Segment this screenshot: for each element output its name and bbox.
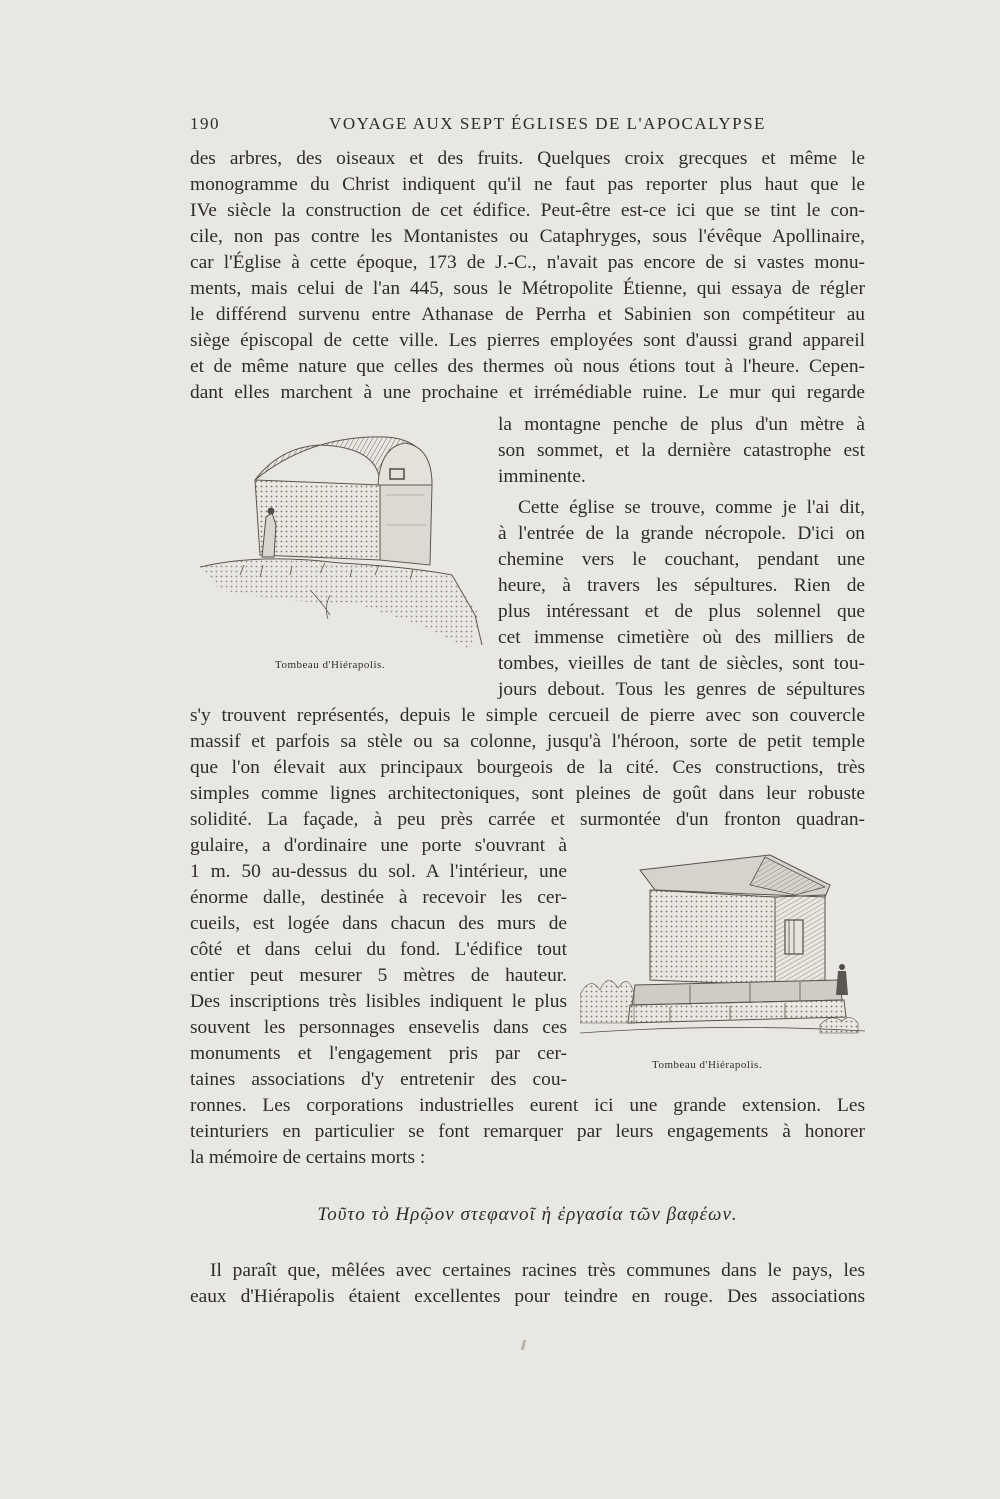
text-line: cueils, est logée dans chacun des murs de [190, 913, 567, 934]
text-line: dant elles marchent à une prochaine et irrémédiable ruine. Le mur qui regarde [190, 382, 865, 403]
figure-caption-1: Tombeau d'Hiérapolis. [275, 659, 386, 671]
text-line: souvent les personnages ensevelis dans ces [190, 1017, 567, 1038]
text-line: la montagne penche de plus d'un mètre à [498, 414, 865, 435]
text-line: s'y trouvent représentés, depuis le simple cercueil de pierre avec son couvercle [190, 705, 865, 726]
text-line: le différend survenu entre Athanase de Perrha et Sabinien son compétiteur au [190, 304, 865, 325]
text-line: 1 m. 50 au-dessus du sol. A l'intérieur, une [190, 861, 567, 882]
text-line: Il paraît que, mêlées avec certaines racines très communes dans le pays, les [210, 1260, 865, 1281]
text-line: chemine vers le couchant, pendant une [498, 549, 865, 570]
text-line: heure, à travers les sépultures. Rien de [498, 575, 865, 596]
text-line: que l'on élevait aux principaux bourgeois de la cité. Ces constructions, très [190, 757, 865, 778]
running-title: VOYAGE AUX SEPT ÉGLISES DE L'APOCALYPSE [329, 114, 766, 133]
text-line: massif et parfois sa stèle ou sa colonne, jusqu'à l'héroon, sorte de petit temple [190, 731, 865, 752]
text-line: cile, non pas contre les Montanistes ou Cataphryges, sous l'évêque Apollinaire, [190, 226, 865, 247]
tomb-illustration-2 [580, 845, 865, 1045]
text-line: IVe siècle la construction de cet édifice. Peut-être est-ce ici que se tint le con- [190, 200, 865, 221]
text-line: entier peut mesurer 5 mètres de hauteur. [190, 965, 567, 986]
text-line: taines associations d'y entretenir des cou- [190, 1069, 567, 1090]
text-line: tombes, vieilles de tant de siècles, sont tou- [498, 653, 865, 674]
figure-caption-2: Tombeau d'Hiérapolis. [652, 1059, 763, 1071]
text-line: cet immense cimetière où des milliers de [498, 627, 865, 648]
text-line: son sommet, et la dernière catastrophe est [498, 440, 865, 461]
text-line: monuments et l'engagement pris par cer- [190, 1043, 567, 1064]
text-line: Cette église se trouve, comme je l'ai dit, [518, 497, 865, 518]
text-line: et de même nature que celles des thermes où nous étions tout à l'heure. Cepen- [190, 356, 865, 377]
text-line: ments, mais celui de l'an 445, sous le Métropolite Étienne, qui essaya de régler [190, 278, 865, 299]
text-line: Des inscriptions très lisibles indiquent le plus [190, 991, 567, 1012]
text-line: côté et dans celui du fond. L'édifice tout [190, 939, 567, 960]
text-line: jours debout. Tous les genres de sépultures [498, 679, 865, 700]
running-head [190, 114, 865, 138]
text-line: ronnes. Les corporations industrielles eurent ici une grande extension. Les [190, 1095, 865, 1116]
text-line: la mémoire de certains morts : [190, 1147, 426, 1168]
text-line: des arbres, des oiseaux et des fruits. Quelques croix grecques et même le [190, 148, 865, 169]
text-line: monogramme du Christ indiquent qu'il ne faut pas reporter plus haut que le [190, 174, 865, 195]
page-number: 190 [190, 114, 220, 133]
ink-mark [521, 1340, 526, 1350]
text-line: eaux d'Hiérapolis étaient excellentes pour teindre en rouge. Des associations [190, 1286, 865, 1307]
text-line: teinturiers en particulier se font remarquer par leurs engagements à honorer [190, 1121, 865, 1142]
text-line: à l'entrée de la grande nécropole. D'ici on [498, 523, 865, 544]
text-line: gulaire, a d'ordinaire une porte s'ouvrant à [190, 835, 567, 856]
text-line: car l'Église à cette époque, 173 de J.-C., n'avait pas encore de si vastes monu- [190, 252, 865, 273]
text-line: solidité. La façade, à peu près carrée et surmontée d'un fronton quadran- [190, 809, 865, 830]
text-line: siège épiscopal de cette ville. Les pierres employées sont d'aussi grand appareil [190, 330, 865, 351]
text-line: simples comme lignes architectoniques, sont pleines de goût dans leur robuste [190, 783, 865, 804]
text-line: imminente. [498, 466, 586, 487]
greek-inscription: Τοῦτο τὸ Ηρῷον στεφανοῖ ἡ ἐργασία τῶν βαφέων. [317, 1204, 738, 1225]
tomb-illustration-1 [200, 425, 490, 650]
text-line: énorme dalle, destinée à recevoir les cer- [190, 887, 567, 908]
text-line: plus intéressant et de plus solennel que [498, 601, 865, 622]
